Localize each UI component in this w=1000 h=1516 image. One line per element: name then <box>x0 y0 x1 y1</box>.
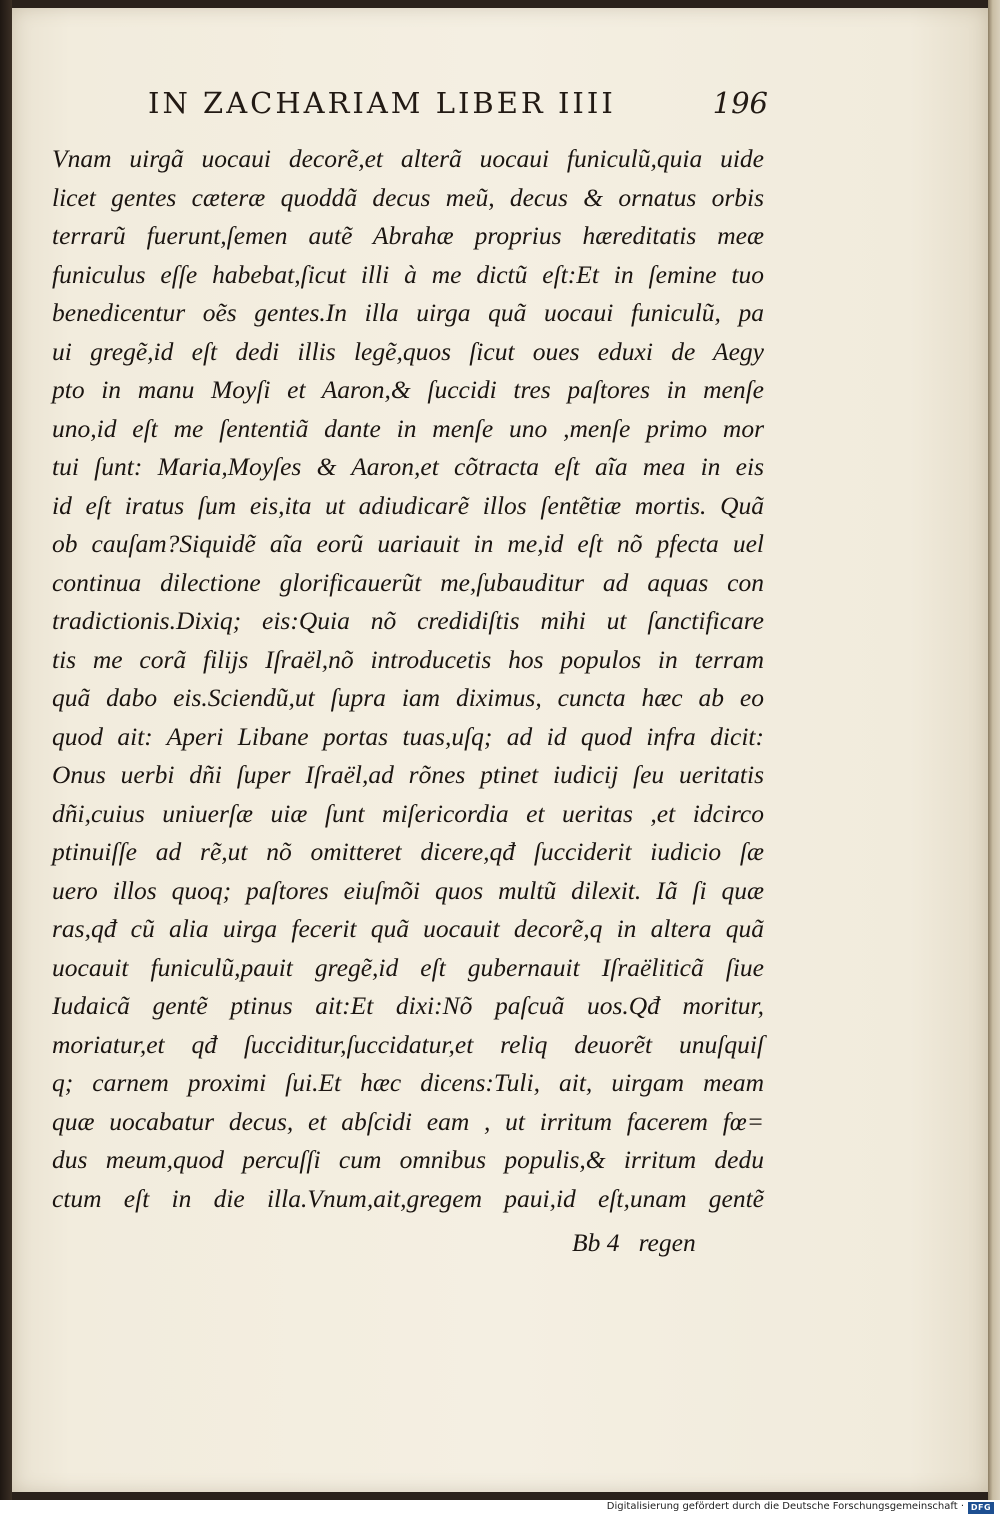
book-gutter-edge <box>0 0 12 1500</box>
body-text-line: ras,qđ cũ alia uirga fecerit quã uocauit decorẽ,q in altera quã <box>52 914 764 943</box>
running-head <box>148 86 768 126</box>
body-text-line: uno,id eſt me ſententiã dante in menſe uno ,menſe primo mor <box>52 413 764 443</box>
funding-note: Digitalisierung gefördert durch die Deutsche Forschungsgemeinschaft · <box>606 1501 964 1512</box>
body-text-line: continua dilectione glorificauerũt me,ſubauditur ad aquas con <box>52 567 764 597</box>
body-text-line: dus meum,quod percuſſi cum omnibus populis,& irritum dedu <box>52 1145 764 1174</box>
body-text-line: tui ſunt: Maria,Moyſes & Aaron,et cõtracta eſt aĩa mea in eis <box>52 452 764 481</box>
body-text-line: Onus uerbi dñi ſuper Iſraël,ad rõnes ptinet iudicij ſeu ueritatis <box>52 760 764 789</box>
running-head-title: IN ZACHARIAM LIBER IIII <box>148 86 616 120</box>
body-text-line: pto in manu Moyſi et Aaron,& ſuccidi tres paſtores in menſe <box>52 375 764 404</box>
signature-catchword: Bb 4 regen <box>572 1228 696 1257</box>
body-text-line: quod ait: Aperi Libane portas tuas,uſq; ad id quod infra dicit: <box>52 721 764 751</box>
body-text-line: moriatur,et qđ ſucciditur,ſuccidatur,et reliq deuorẽt unuſquiſ <box>52 1029 764 1059</box>
body-text-block <box>52 140 764 1218</box>
body-text-line: quæ uocabatur decus, et abſcidi eam , ut irritum facerem fœ= <box>52 1106 764 1136</box>
funding-banner <box>0 1500 1000 1516</box>
body-text-line: terrarũ fuerunt,ſemen autẽ Abrahæ proprius hæreditatis meæ <box>52 221 764 250</box>
body-text-line: funiculus eſſe habebat,ſicut illi à me dictũ eſt:Et in ſemine tuo <box>52 259 764 289</box>
page-fore-edge <box>988 0 1000 1500</box>
body-text-line: Vnam uirgã uocaui decorẽ,et alterã uocaui funiculũ,quia uide <box>52 144 764 173</box>
body-text-line: quã dabo eis.Sciendũ,ut ſupra iam diximus, cuncta hæc ab eo <box>52 683 764 712</box>
body-text-line: licet gentes cæteræ quoddã decus meũ, decus & ornatus orbis <box>52 182 764 212</box>
body-text-line: benedicentur oẽs gentes.In illa uirga quã uocaui funiculũ, pa <box>52 298 764 327</box>
dfg-logo: DFG <box>968 1502 994 1514</box>
body-text-line: q; carnem proximi ſui.Et hæc dicens:Tuli, ait, uirgam meam <box>52 1068 764 1097</box>
body-text-line: uocauit funiculũ,pauit gregẽ,id eſt gubernauit Iſraëliticã ſiue <box>52 952 764 982</box>
body-text-line: ob cauſam?Siquidẽ aĩa eorũ uariauit in me,id eſt nõ pfecta uel <box>52 529 764 558</box>
body-text-line: tis me corã filijs Iſraël,nõ introducetis hos populos in terram <box>52 644 764 674</box>
body-text-line: uero illos quoq; paſtores eiuſmõi quos multũ dilexit. Iã ſi quæ <box>52 875 764 905</box>
body-text-line: dñi,cuius uniuerſæ uiæ ſunt miſericordia et ueritas ,et idcirco <box>52 798 764 828</box>
body-text-line: tradictionis.Dixiq; eis:Quia nõ credidiſtis mihi ut ſanctificare <box>52 606 764 635</box>
body-text-line: Iudaicã gentẽ ptinus ait:Et dixi:Nõ paſcuã uos.Qđ moritur, <box>52 991 764 1020</box>
body-text-line: id eſt iratus ſum eis,ita ut adiudicarẽ illos ſentẽtiæ mortis. Quã <box>52 490 764 520</box>
folio-number: 196 <box>712 86 768 120</box>
body-text-line: ui gregẽ,id eſt dedi illis legẽ,quos ſicut oues eduxi de Aegy <box>52 336 764 366</box>
body-text-line: ptinuiſſe ad rẽ,ut nõ omitteret dicere,qđ ſucciderit iudicio ſæ <box>52 837 764 866</box>
body-text-line: ctum eſt in die illa.Vnum,ait,gregem paui,id eſt,unam gentẽ <box>52 1183 764 1213</box>
